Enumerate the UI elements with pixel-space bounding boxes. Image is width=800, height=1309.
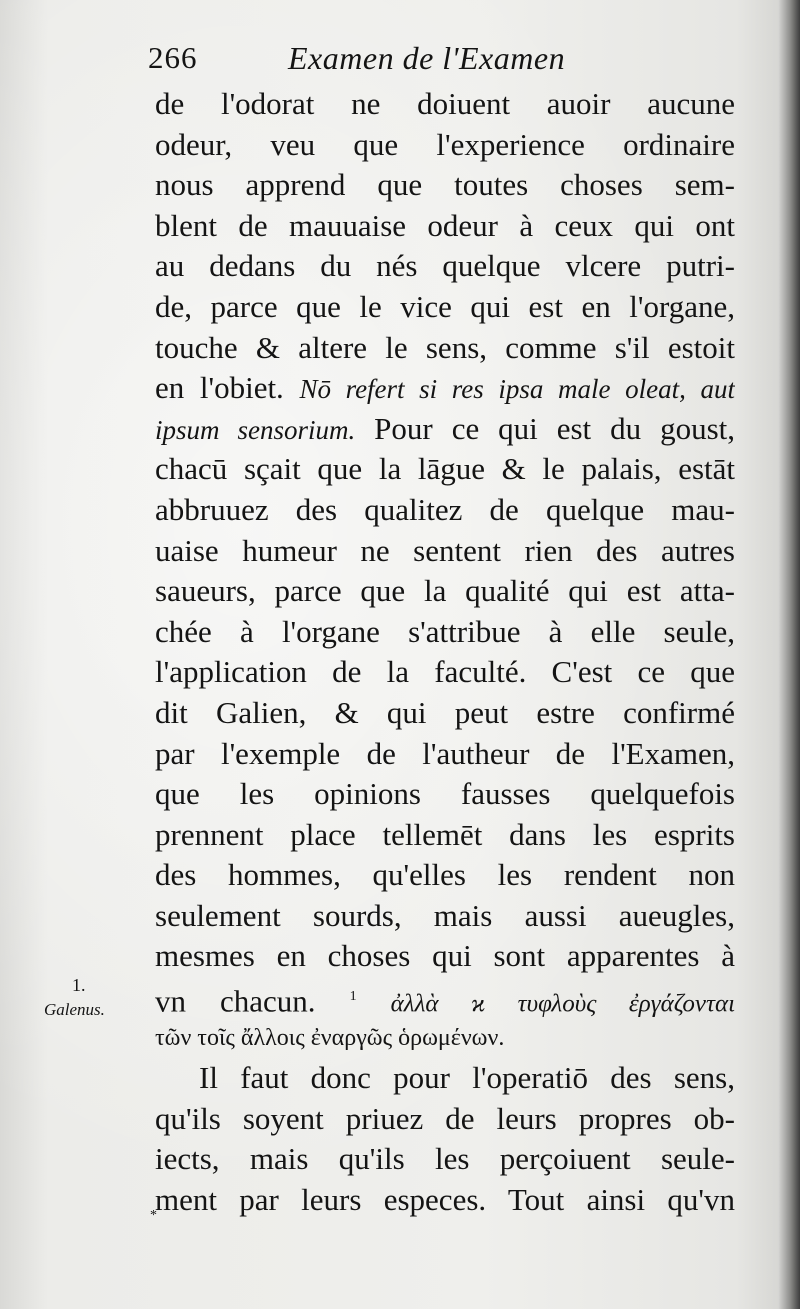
text-line: mesmes en choses qui sont apparentes à	[155, 938, 735, 974]
text-line: blent de mauuaise odeur à ceux qui ont	[155, 207, 735, 243]
text-line: odeur, veu que l'experience ordinaire	[155, 126, 735, 162]
text-line: des hommes, qu'elles les rendent non	[155, 857, 735, 893]
text-roman: en l'obiet.	[155, 370, 284, 406]
latin-quotation: ipsum sensorium.	[155, 414, 356, 445]
text-line: par l'exemple de l'autheur de l'Examen,	[155, 735, 735, 771]
text-line: uaise humeur ne sentent rien des autres	[155, 532, 735, 568]
text-line: qu'ils soyent priuez de leurs propres ob-	[155, 1100, 735, 1136]
text-roman: Pour ce qui est du goust,	[374, 410, 735, 446]
text-line: dit Galien, & qui peut estre confirmé	[155, 694, 735, 730]
text-line	[155, 368, 735, 409]
text-roman: vn chacun.	[155, 983, 316, 1018]
text-line: de, parce que le vice qui est en l'organe,	[155, 288, 735, 324]
text-line: chacū sçait que la lāgue & le palais, estāt	[155, 451, 735, 487]
text-line: saueurs, parce que la qualité qui est atta-	[155, 573, 735, 609]
body-text	[155, 84, 735, 1221]
text-line: chée à l'organe s'attribue à elle seule,	[155, 613, 735, 649]
greek-quotation-line: τῶν τοῖς ἄλλοις ἐναργῶς ὁρωμένων.	[155, 1024, 505, 1051]
text-line: abbruuez des qualitez de quelque mau-	[155, 491, 735, 527]
latin-quotation: Nō refert si res ipsa male oleat, aut	[299, 374, 735, 405]
running-title: Examen de l'Examen	[288, 40, 566, 76]
text-line: que les opinions fausses quelquefois	[155, 776, 735, 812]
text-line: ment par leurs especes. Tout ainsi qu'vn	[155, 1182, 735, 1218]
text-line	[155, 977, 735, 1018]
marginal-note-source: Galenus.	[44, 1000, 105, 1019]
text-line: iects, mais qu'ils les perçoiuent seule-	[155, 1141, 735, 1177]
greek-quotation: ἀλλὰ ϰ τυφλοὺς ἐργάζονται	[390, 990, 735, 1018]
text-line: de l'odorat ne doiuent auoir aucune	[155, 86, 735, 121]
text-line: seulement sourds, mais aussi aueugles,	[155, 897, 735, 933]
note-reference: 1	[349, 989, 357, 1005]
text-line: l'application de la faculté. C'est ce que	[155, 654, 735, 690]
text-line: au dedans du nés quelque vlcere putri-	[155, 248, 735, 284]
page-number: 266	[148, 40, 198, 75]
running-head	[148, 40, 648, 84]
text-line: touche & altere le sens, comme s'il estoit	[155, 329, 735, 365]
marginal-note-number: 1.	[72, 975, 86, 995]
catchmark: *	[150, 1208, 157, 1223]
text-line: nous apprend que toutes choses sem-	[155, 167, 735, 203]
text-line	[155, 409, 735, 450]
book-spine-shadow	[778, 0, 800, 1309]
text-line: prennent place tellemēt dans les esprits	[155, 816, 735, 852]
text-line: Il faut donc pour l'operatiō des sens,	[199, 1060, 735, 1096]
